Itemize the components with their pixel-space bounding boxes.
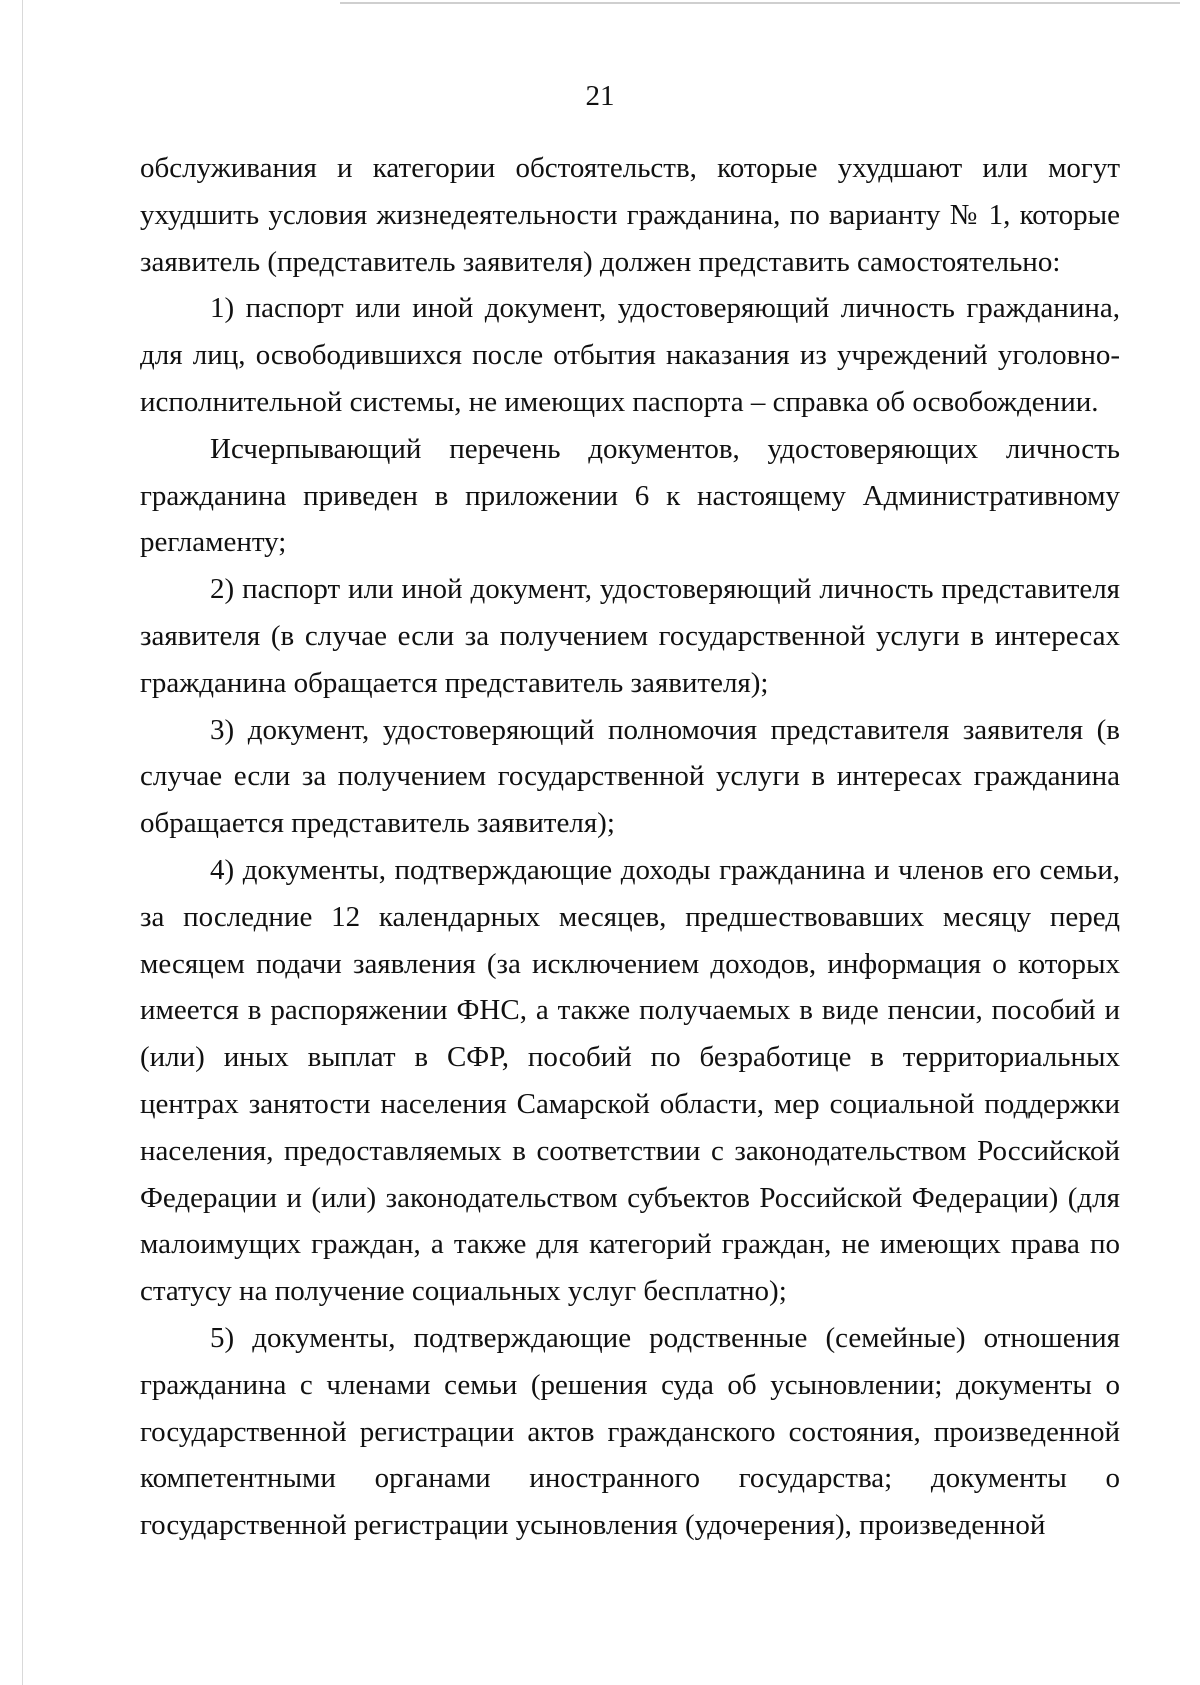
paragraph-item-2: 2) паспорт или иной документ, удостоверяющий личность представителя заявителя (в случае если за получением государственной услуги в интересах гражданина обращается представитель заявителя); <box>140 573 1120 699</box>
paragraph-item-4: 4) документы, подтверждающие доходы гражданина и членов его семьи, за последние 12 календарных месяцев, предшествовавших месяцу перед месяцем подачи заявления (за исключением доходов, информация о которых имеется в распоряжении ФНС, а также получаемых в виде пенсии, пособий и (или) иных выплат в СФР, пособий по безработице в территориальных центрах занятости населения Самарской области, мер социальной поддержки населения, предоставляемых в соответствии с законодательством Российской Федерации и (или) законодательством субъектов Российской Федерации) (для малоимущих граждан, а также для категорий граждан, не имеющих права по статусу на получение социальных услуг бесплатно); <box>140 853 1120 1308</box>
scan-top-rule <box>340 2 1180 4</box>
page-number: 21 <box>585 80 615 112</box>
paragraph-exhaustive-list-note: Исчерпывающий перечень документов, удостоверяющих личность гражданина приведен в приложении 6 к настоящему Административному регламенту; <box>140 432 1120 559</box>
paragraph-item-5: 5) документы, подтверждающие родственные (семейные) отношения гражданина с членами семьи (решения суда об усыновлении; документы о государственной регистрации актов гражданского состояния, произведенной компетентными органами иностранного государства; документы о государственной регистрации усыновления (удочерения), произведенной <box>140 1321 1120 1542</box>
paragraph-continuation: обслуживания и категории обстоятельств, которые ухудшают или могут ухудшить условия жизнедеятельности гражданина, по варианту № 1, которые заявитель (представитель заявителя) должен представить самостоятельно: <box>140 152 1120 278</box>
scan-edge-line <box>22 0 23 1685</box>
document-body <box>140 145 1120 1549</box>
paragraph-item-1: 1) паспорт или иной документ, удостоверяющий личность гражданина, для лиц, освободившихся после отбытия наказания из учреждений уголовно-исполнительной системы, не имеющих паспорта – справка об освобождении. <box>140 292 1120 418</box>
paragraph-item-3: 3) документ, удостоверяющий полномочия представителя заявителя (в случае если за получением государственной услуги в интересах гражданина обращается представитель заявителя); <box>140 713 1120 840</box>
